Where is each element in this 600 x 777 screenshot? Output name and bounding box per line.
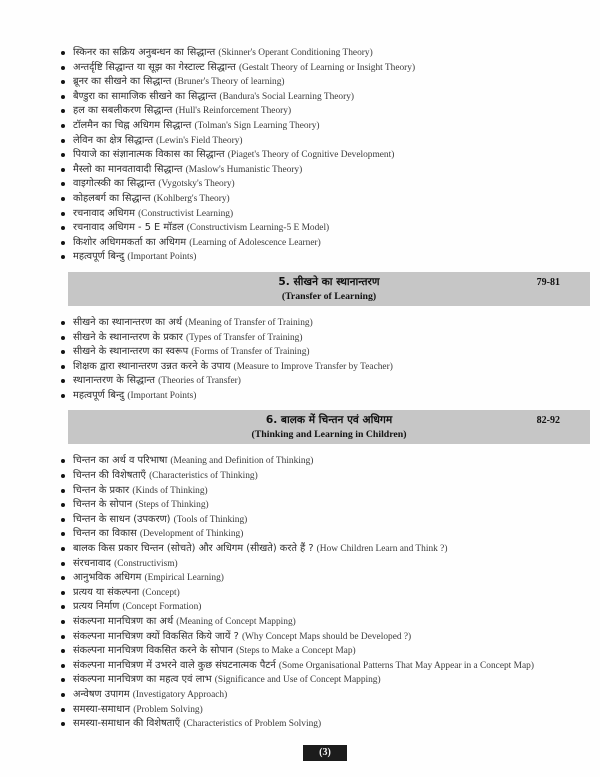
toc-item — [60, 469, 590, 484]
toc-item-hindi: प्रत्यय निर्माण — [73, 601, 120, 613]
toc-item-hindi: हल का सबलीकरण सिद्धान्त — [73, 105, 173, 117]
toc-item-hindi: सीखने के स्थानान्तरण का स्वरूप — [73, 346, 189, 358]
toc-item-hindi: महत्वपूर्ण बिन्दु — [73, 251, 125, 263]
bullet-icon — [61, 708, 65, 712]
bullet-icon — [61, 722, 65, 726]
toc-item — [60, 659, 590, 674]
bullet-icon — [61, 241, 65, 245]
toc-item-hindi: मैस्लो का मानवतावादी सिद्धान्त — [73, 163, 183, 175]
toc-item-hindi: समस्या-समाधान — [73, 703, 131, 715]
toc-item-english: (Lewin's Field Theory) — [156, 135, 243, 146]
toc-item — [60, 345, 590, 360]
toc-item-english: (Kinds of Thinking) — [132, 485, 208, 496]
toc-item — [60, 75, 590, 90]
toc-item — [60, 46, 590, 61]
toc-item — [60, 498, 590, 513]
section-page-range: 82-92 — [536, 415, 560, 427]
toc-item — [60, 703, 590, 718]
toc-item — [60, 360, 590, 375]
toc-item-english: (Significance and Use of Concept Mapping) — [214, 675, 381, 686]
bullet-icon — [61, 365, 65, 369]
bullet-icon — [61, 379, 65, 383]
toc-item-english: (Steps to Make a Concept Map) — [236, 646, 356, 657]
bullet-icon — [61, 226, 65, 230]
bullet-icon — [61, 693, 65, 697]
toc-item — [60, 688, 590, 703]
toc-item-hindi: स्थानान्तरण के सिद्धान्त — [73, 375, 155, 387]
toc-item-hindi: टॉलमैन का चिह्न अधिगम सिद्धान्त — [73, 119, 192, 131]
toc-item-english: (Constructivist Learning) — [138, 208, 234, 219]
toc-item-hindi: संकल्पना मानचित्रण विकसित करने के सोपान — [73, 645, 233, 657]
toc-item — [60, 331, 590, 346]
bullet-icon — [61, 591, 65, 595]
section-header-transfer-of-learning — [68, 272, 590, 306]
toc-item-hindi: लेविन का क्षेत्र सिद्धान्त — [73, 134, 154, 146]
toc-item-hindi: सीखने के स्थानान्तरण के प्रकार — [73, 331, 183, 343]
toc-item-hindi: प्रत्यय या संकल्पना — [73, 586, 140, 598]
toc-item — [60, 527, 590, 542]
toc-item-hindi: आनुभविक अधिगम — [73, 572, 142, 584]
bullet-icon — [61, 336, 65, 340]
toc-item — [60, 484, 590, 499]
bullet-icon — [61, 664, 65, 668]
toc-item — [60, 374, 590, 389]
toc-item — [60, 134, 590, 149]
toc-item-english: (Tolman's Sign Learning Theory) — [194, 120, 320, 131]
toc-item-hindi: कोहलबर्ग का सिद्धान्त — [73, 192, 151, 204]
toc-item-hindi: संकल्पना मानचित्रण क्यों विकसित किये जायें ? — [73, 630, 239, 642]
bullet-icon — [61, 255, 65, 259]
toc-item-english: (Investigatory Approach) — [132, 689, 228, 700]
toc-item-hindi: बालक किस प्रकार चिन्तन (सोचते) और अधिगम (सीखते) करते हैं ? — [73, 543, 314, 555]
toc-item — [60, 207, 590, 222]
toc-item-english: (Piaget's Theory of Cognitive Development) — [227, 150, 395, 161]
bullet-icon — [61, 503, 65, 507]
toc-item — [60, 389, 590, 404]
bullet-icon — [61, 635, 65, 639]
bullet-icon — [61, 649, 65, 653]
toc-item-hindi: रचनावाद अधिगम - 5 E मॉडल — [73, 222, 184, 234]
bullet-icon — [61, 532, 65, 536]
bullet-icon — [61, 197, 65, 201]
toc-item — [60, 119, 590, 134]
toc-item — [60, 542, 590, 557]
bullet-icon — [61, 168, 65, 172]
toc-item-hindi: सीखने का स्थानान्तरण का अर्थ — [73, 316, 183, 328]
toc-item — [60, 571, 590, 586]
toc-item-english: (Important Points) — [127, 252, 197, 263]
section-title-hindi: 6. बालक में चिन्तन एवं अधिगम — [265, 414, 393, 427]
toc-item-english: (Skinner's Operant Conditioning Theory) — [218, 48, 373, 58]
toc-item-english: (Kohlberg's Theory) — [153, 193, 230, 204]
toc-list-learning-theories — [60, 46, 590, 265]
toc-item-hindi: शिक्षक द्वारा स्थानान्तरण उन्नत करने के उपाय — [73, 360, 231, 372]
toc-list-thinking-and-learning — [60, 454, 590, 731]
section-title-hindi: 5. सीखने का स्थानान्तरण — [278, 275, 380, 288]
bullet-icon — [61, 124, 65, 128]
toc-item — [60, 192, 590, 207]
toc-item — [60, 717, 590, 732]
toc-item-hindi: ब्रूनर का सीखने का सिद्धान्त — [73, 76, 172, 88]
bullet-icon — [61, 350, 65, 354]
toc-item — [60, 513, 590, 528]
toc-item-hindi: चिन्तन का अर्थ व परिभाषा — [73, 455, 168, 467]
toc-item-hindi: चिन्तन के सोपान — [73, 499, 133, 511]
toc-item-english: (Measure to Improve Transfer by Teacher) — [233, 361, 393, 372]
toc-item-english: (Learning of Adolescence Learner) — [189, 237, 321, 248]
toc-item-hindi: चिन्तन का विकास — [73, 528, 137, 540]
toc-item-hindi: चिन्तन के प्रकार — [73, 484, 130, 496]
section-title-english: (Thinking and Learning in Children) — [251, 429, 407, 441]
toc-item-english: (Hull's Reinforcement Theory) — [175, 106, 292, 117]
toc-item — [60, 61, 590, 76]
toc-item-hindi: संकल्पना मानचित्रण का अर्थ — [73, 616, 174, 627]
toc-item-english: (Concept) — [142, 587, 180, 598]
toc-item-english: (Maslow's Humanistic Theory) — [185, 164, 303, 175]
bullet-icon — [61, 182, 65, 186]
toc-item-english: (Bruner's Theory of learning) — [174, 77, 285, 88]
toc-item-english: (Empirical Learning) — [144, 573, 224, 584]
toc-item-english: (Steps of Thinking) — [135, 500, 209, 511]
toc-item-hindi: चिन्तन की विशेषताएँ — [73, 470, 146, 482]
toc-list-transfer-of-learning — [60, 316, 590, 404]
toc-item-english: (Characteristics of Thinking) — [149, 471, 258, 482]
toc-item — [60, 454, 590, 469]
toc-item-english: (Theories of Transfer) — [158, 376, 241, 387]
toc-item-english: (Meaning of Concept Mapping) — [176, 617, 296, 627]
toc-item — [60, 90, 590, 105]
toc-item-hindi: चिन्तन के साधन (उपकरण) — [73, 513, 171, 525]
bullet-icon — [61, 212, 65, 216]
toc-item-english: (Problem Solving) — [133, 704, 203, 715]
toc-item — [60, 104, 590, 119]
section-title-english: (Transfer of Learning) — [281, 290, 377, 302]
toc-item — [60, 557, 590, 572]
toc-item-english: (Tools of Thinking) — [173, 514, 248, 525]
toc-item-english: (Characteristics of Problem Solving) — [183, 719, 322, 730]
toc-item — [60, 586, 590, 601]
toc-item-hindi: संरचनावाद — [73, 557, 112, 569]
bullet-icon — [61, 109, 65, 113]
section-page-range: 79-81 — [536, 276, 560, 288]
bullet-icon — [61, 547, 65, 551]
toc-item-hindi: बैण्डुरा का सामाजिक सीखने का सिद्धान्त — [73, 90, 217, 102]
bullet-icon — [61, 576, 65, 580]
bullet-icon — [61, 95, 65, 99]
toc-item — [60, 148, 590, 163]
toc-item-english: (Why Concept Maps should be Developed ?) — [241, 631, 412, 642]
bullet-icon — [61, 394, 65, 398]
toc-item — [60, 673, 590, 688]
toc-item — [60, 250, 590, 265]
bullet-icon — [61, 518, 65, 522]
toc-item-hindi: अन्वेषण उपागम — [73, 688, 130, 700]
toc-item-english: (Types of Transfer of Training) — [185, 332, 303, 343]
toc-item-english: (Meaning and Definition of Thinking) — [170, 456, 314, 467]
bullet-icon — [61, 489, 65, 493]
bullet-icon — [61, 620, 65, 624]
toc-item-english: (Concept Formation) — [122, 602, 202, 613]
toc-item-english: (Forms of Transfer of Training) — [191, 347, 310, 358]
toc-item-english: (Meaning of Transfer of Training) — [185, 317, 313, 328]
bullet-icon — [61, 66, 65, 70]
toc-item — [60, 221, 590, 236]
toc-item — [60, 163, 590, 178]
bullet-icon — [61, 153, 65, 157]
bullet-icon — [61, 459, 65, 463]
toc-item-hindi: पियाजे का संज्ञानात्मक विकास का सिद्धान्त — [73, 149, 225, 161]
toc-item — [60, 600, 590, 615]
toc-item-english: (Bandura's Social Learning Theory) — [219, 91, 355, 102]
toc-item-hindi: अन्तर्दृष्टि सिद्धान्त या सूझ का गेस्टाल्ट सिद्धान्त — [73, 61, 236, 73]
toc-item-hindi: किशोर अधिगमकर्ता का अधिगम — [73, 236, 187, 248]
toc-item — [60, 615, 590, 630]
section-header-thinking-and-learning — [68, 410, 590, 444]
toc-item-english: (Constructivism Learning-5 E Model) — [186, 223, 330, 234]
toc-item-english: (Some Organisational Patterns That May Appear in a Concept Map) — [278, 660, 534, 671]
bullet-icon — [61, 562, 65, 566]
bullet-icon — [61, 605, 65, 609]
bullet-icon — [61, 678, 65, 682]
bullet-icon — [61, 51, 65, 55]
toc-item — [60, 644, 590, 659]
toc-item — [60, 316, 590, 331]
toc-item-english: (Important Points) — [127, 390, 197, 401]
page-footer — [60, 740, 590, 761]
toc-item-english: (Constructivism) — [114, 558, 178, 569]
toc-item-english: (Vygotsky's Theory) — [158, 179, 235, 190]
bullet-icon — [61, 321, 65, 325]
toc-item — [60, 630, 590, 645]
toc-item-hindi: संकल्पना मानचित्रण में उभरने वाले कुछ संघटनात्मक पैटर्न — [73, 659, 276, 671]
toc-item-hindi: स्किनर का सक्रिय अनुबन्धन का सिद्धान्त — [73, 47, 216, 58]
page-number-badge: (3) — [303, 745, 347, 761]
toc-item-hindi: रचनावाद अधिगम — [73, 207, 135, 219]
toc-item-hindi: समस्या-समाधान की विशेषताएँ — [73, 718, 181, 730]
toc-item-english: (Development of Thinking) — [139, 529, 244, 540]
toc-item — [60, 236, 590, 251]
bullet-icon — [61, 474, 65, 478]
toc-item-hindi: महत्वपूर्ण बिन्दु — [73, 389, 125, 401]
toc-item — [60, 177, 590, 192]
bullet-icon — [61, 80, 65, 84]
bullet-icon — [61, 139, 65, 143]
toc-item-hindi: वाइगोत्स्की का सिद्धान्त — [73, 178, 156, 190]
toc-item-english: (How Children Learn and Think ?) — [316, 544, 448, 555]
toc-item-english: (Gestalt Theory of Learning or Insight Theory) — [238, 62, 416, 73]
toc-item-hindi: संकल्पना मानचित्रण का महत्व एवं लाभ — [73, 674, 212, 686]
